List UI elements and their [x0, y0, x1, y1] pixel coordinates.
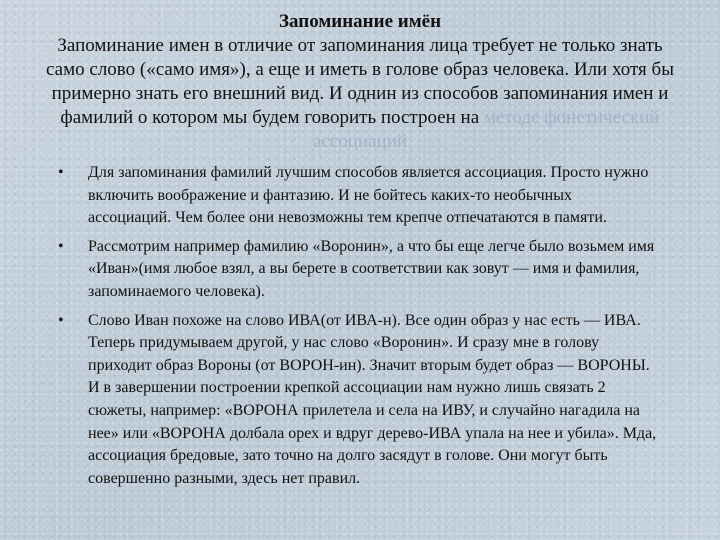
intro-link[interactable]: методе фонетический ассоциаций: [312, 107, 660, 152]
heading-block: [40, 10, 680, 154]
bullet-item: [58, 310, 658, 491]
bullet-icon: •: [58, 237, 64, 255]
bullet-text: Рассмотрим например фамилию «Воронин», а что бы еще легче было возьмем имя «Иван»(имя любое взял, а вы берете в соответствии как зовут — имя и фамилия, запоминаемого человека).: [88, 237, 655, 300]
bullet-icon: •: [58, 164, 64, 181]
bullet-text: Для запоминания фамилий лучшим способов является ассоциация. Просто нужно включить воображение и фантазию. И не бойтесь каких-то необычных ассоциаций. Чем более они невозможны тем крепче отпечатаются в памяти.: [88, 164, 649, 227]
bullet-list: [58, 162, 658, 496]
intro-text: Запоминание имен в отличие от запоминания лица требует не только знать само слово («само имя»), а еще и иметь в голове образ человека. Или хотя бы примерно знать его внешний вид. И однин из способов запоминания имен и фамилий о котором мы будем говорить построен на: [46, 35, 674, 128]
bullet-icon: •: [58, 311, 64, 329]
bullet-text: Слово Иван похоже на слово ИВА(от ИВА-н). Все один образ у нас есть — ИВА. Теперь придумываем другой, у нас слово «Воронин». И сразу мне в голову приходит образ Вороны (от ВОРОН-ин). Значит вторым будет образ — ВОРОНЫ. И в завершении построении крепкой ассоциации нам нужно лишь связать 2 сюжеты, например: «ВОРОНА прилетела и села на ИВУ, и случайно нагадила на нее» или «ВОРОНА долбала орех и вдруг дерево-ИВА упала на нее и убила». Мда, ассоциация бредовые, зато точно на долго засядут в голове. Они могут быть совершенно разными, здесь нет правил.: [88, 311, 657, 487]
bullet-item: [58, 162, 658, 230]
slide-title: Запоминание имён: [278, 11, 442, 32]
bullet-item: [58, 236, 658, 304]
